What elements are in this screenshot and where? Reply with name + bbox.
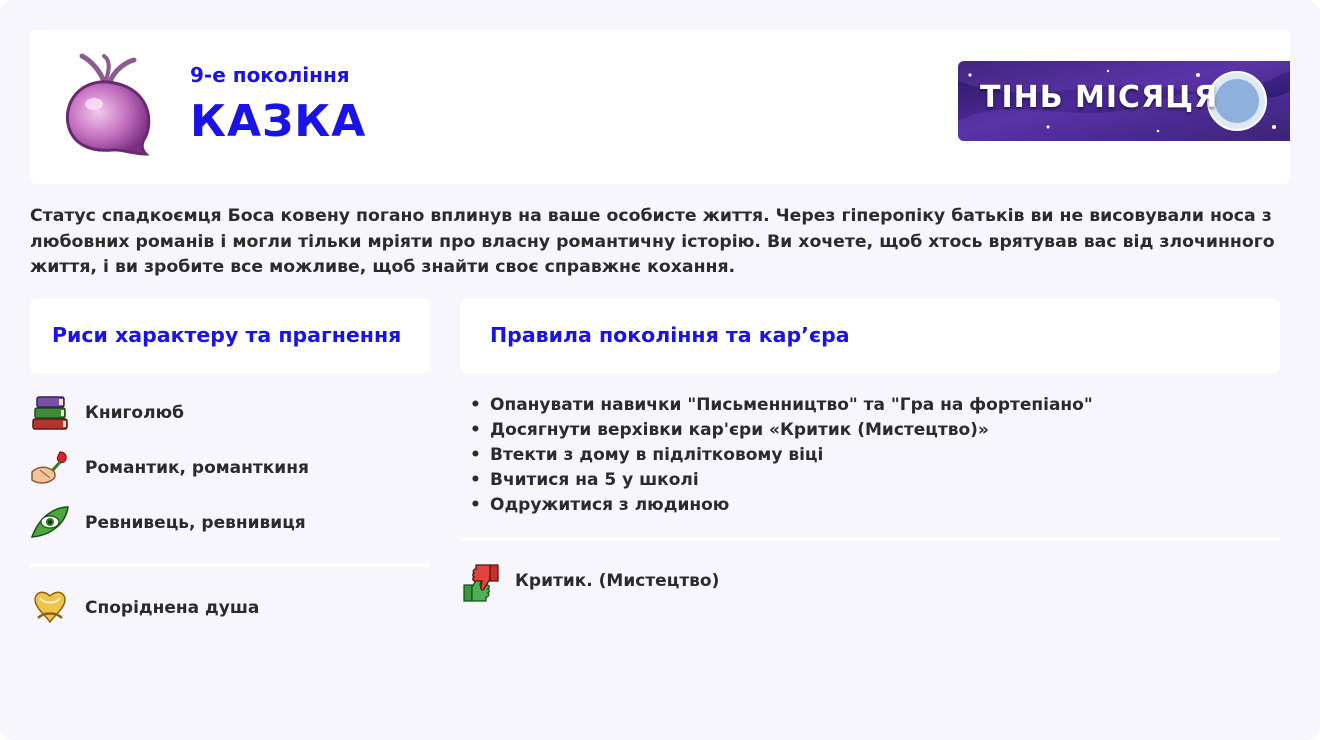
trait-label: Ревнивець, ревнивиця	[85, 513, 306, 533]
pack-banner	[958, 61, 1290, 141]
career-item	[460, 561, 860, 605]
rules-list	[470, 393, 1270, 518]
pack-banner-text: ТІНЬ МІСЯЦЯ	[980, 80, 1219, 115]
rule-item: • Досягнути верхівки кар'єри «Критик (Мистецтво)»	[470, 418, 1270, 443]
rules-header-card	[460, 299, 1280, 373]
generation-label: 9-е покоління	[190, 63, 350, 87]
header-card	[30, 30, 1290, 184]
trait-item	[30, 393, 430, 433]
trait-label: Книголюб	[85, 403, 184, 423]
trait-item	[30, 448, 430, 488]
rule-item: • Опанувати навички "Письменництво" та "Гра на фортепіано"	[470, 393, 1270, 418]
trait-label: Романтик, романткиня	[85, 458, 309, 478]
description: Статус спадкоємця Боса ковену погано вплинув на ваше особисте життя. Через гіперопіку батьків ви не висовували носа з любовних романів і могли тільки мріяти про власну романтичну історію. Ви хочете, щоб хтось врятував вас від злочинного життя, і ви зробите все можливе, щоб знайти своє справжнє кохання.	[30, 206, 1275, 277]
rule-item: • Вчитися на 5 у школі	[470, 468, 1270, 493]
career-label: Критик. (Мистецтво)	[515, 571, 720, 591]
traits-header-card	[30, 299, 430, 373]
aspiration-label: Споріднена душа	[85, 598, 260, 618]
aspiration-item	[30, 588, 430, 628]
rule-item: • Одружитися з людиною	[470, 493, 1270, 518]
green-eye-icon	[30, 503, 70, 543]
traits-divider	[30, 563, 430, 567]
rules-divider	[460, 537, 1280, 541]
rules-section-title: Правила покоління та кар’єра	[490, 323, 850, 347]
hand-rose-icon	[30, 448, 70, 488]
books-icon	[30, 393, 70, 433]
soulmate-icon	[30, 588, 70, 628]
thumbs-up-down-icon	[460, 561, 502, 605]
traits-section-title: Риси характеру та прагнення	[52, 323, 402, 347]
page-title: КАЗКА	[190, 96, 367, 147]
purple-turnip-icon	[60, 52, 160, 162]
trait-item	[30, 503, 430, 543]
rule-item: • Втекти з дому в підлітковому віці	[470, 443, 1270, 468]
